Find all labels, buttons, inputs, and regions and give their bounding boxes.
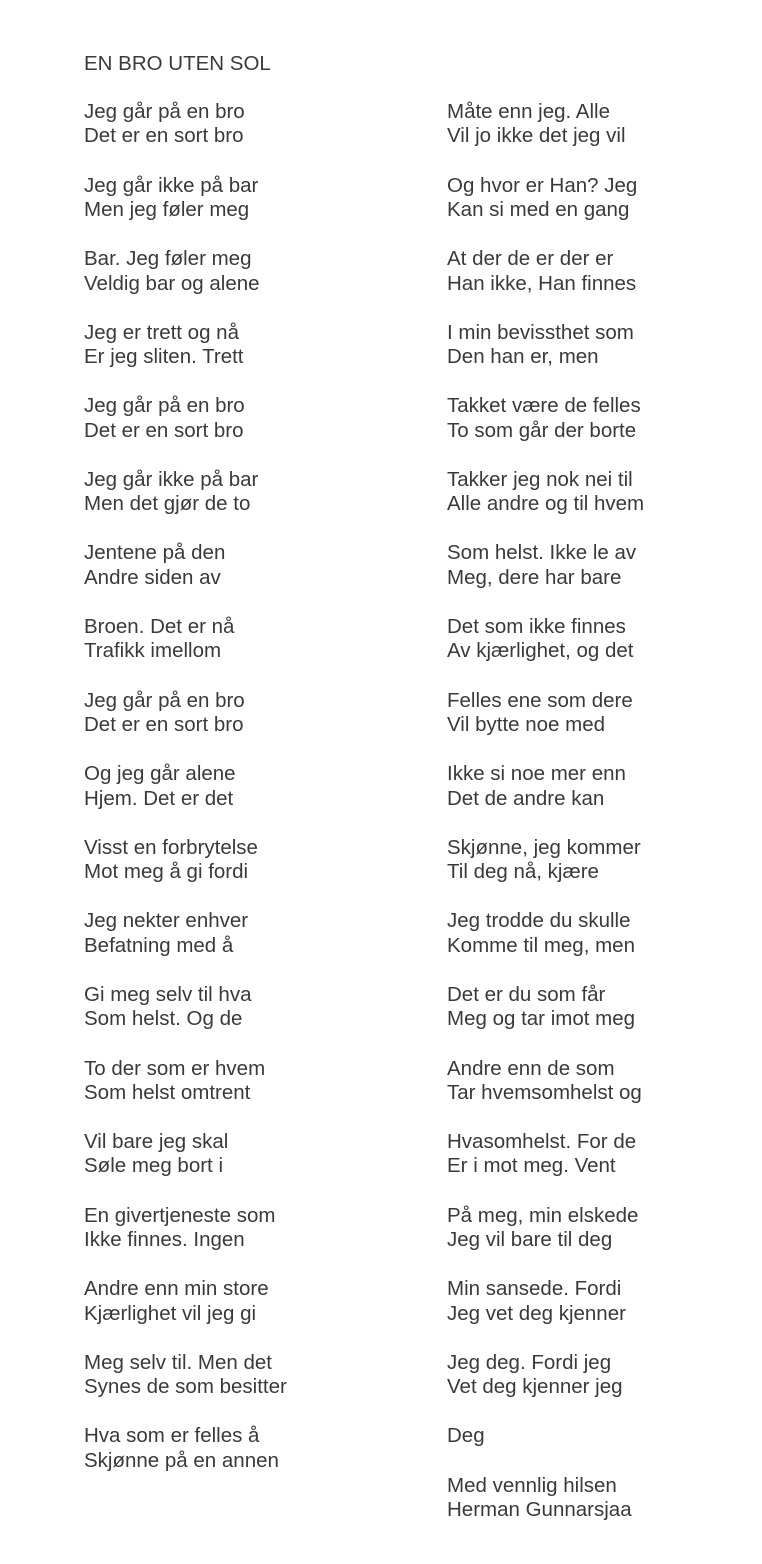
poem-line: Jeg går på en bro [84,688,245,712]
stanza [447,1351,644,1400]
poem-line: Søle meg bort i [84,1154,223,1178]
stanza [84,615,287,664]
poem-line: Han ikke, Han finnes [447,271,637,295]
stanza [447,1057,644,1106]
poem-line: Hjem. Det er det [84,786,234,810]
poem-line: Takker jeg nok nei til [447,467,633,491]
stanza [447,836,644,885]
poem-line: At der de er der er [447,247,614,271]
signoff-greeting: Med vennlig hilsen [447,1473,617,1497]
poem-line: Jeg er trett og nå [84,320,239,344]
poem-line: Er jeg sliten. Trett [84,345,244,369]
poem-line: Deg [447,1424,485,1448]
poem-line: Vil bytte noe med [447,713,606,737]
stanza [84,468,287,517]
poem-line: Det de andre kan [447,786,605,810]
poem-line: Andre enn min store [84,1277,269,1301]
poem-line: En givertjeneste som [84,1203,276,1227]
stanza [84,541,287,590]
poem-line: Meg og tar imot meg [447,1007,635,1031]
stanza [84,100,287,149]
poem-line: Det er en sort bro [84,124,244,148]
stanza [84,321,287,370]
stanza [447,1204,644,1253]
poem-line: Jeg deg. Fordi jeg [447,1350,612,1374]
poem-line: Befatning med å [84,933,234,957]
poem-line: Andre siden av [84,565,221,589]
poem-line: Kjærlighet vil jeg gi [84,1301,257,1325]
poem-line: Andre enn de som [447,1056,615,1080]
poem-left-column [84,100,287,1498]
stanza [84,983,287,1032]
poem-line: Som helst. Og de [84,1007,243,1031]
poem-right-column [447,100,644,1547]
poem-line: Tar hvemsomhelst og [447,1080,642,1104]
stanza [84,394,287,443]
poem-line: Jeg vil bare til deg [447,1228,613,1252]
poem-line: Den han er, men [447,345,599,369]
poem-line: Men jeg føler meg [84,197,250,221]
stanza [447,983,644,1032]
poem-line: I min bevissthet som [447,320,634,344]
stanza [447,247,644,296]
poem-line: Felles ene som dere [447,688,633,712]
signoff-author: Herman Gunnarsjaa [447,1497,632,1521]
poem-line: To der som er hvem [84,1056,266,1080]
stanza [84,762,287,811]
poem-line: Hvasomhelst. For de [447,1130,637,1154]
poem-line: Er i mot meg. Vent [447,1154,616,1178]
stanza [447,1424,644,1448]
poem-line: Veldig bar og alene [84,271,260,295]
poem-line: Jeg går ikke på bar [84,467,259,491]
stanza [447,909,644,958]
poem-line: Jeg vet deg kjenner [447,1301,626,1325]
poem-line: Ikke si noe mer enn [447,762,626,786]
poem-line: Men det gjør de to [84,492,251,516]
poem-line: Til deg nå, kjære [447,860,599,884]
poem-line: Alle andre og til hvem [447,492,645,516]
poem-line: To som går der borte [447,418,637,442]
poem-line: Jeg går på en bro [84,100,245,123]
poem-line: Broen. Det er nå [84,615,235,639]
stanza [447,541,644,590]
poem-line: Som helst. Ikke le av [447,541,637,565]
poem-line: Bar. Jeg føler meg [84,247,252,271]
stanza [447,468,644,517]
stanza [84,1204,287,1253]
poem-line: Måte enn jeg. Alle [447,100,610,123]
poem-line: Kan si med en gang [447,197,630,221]
poem-line: Av kjærlighet, og det [447,639,634,663]
poem-line: Det som ikke finnes [447,615,626,639]
stanza [84,1057,287,1106]
poem-line: Det er en sort bro [84,418,244,442]
poem-line: Synes de som besitter [84,1375,287,1399]
stanza [447,689,644,738]
poem-line: Og jeg går alene [84,762,236,786]
poem-line: Vil jo ikke det jeg vil [447,124,626,148]
poem-line: Ikke finnes. Ingen [84,1228,245,1252]
poem-line: Jeg går ikke på bar [84,173,259,197]
stanza [447,321,644,370]
stanza [84,1351,287,1400]
poem-line: Og hvor er Han? Jeg [447,173,638,197]
stanza [84,689,287,738]
stanza [84,247,287,296]
stanza [84,1424,287,1473]
poem-title: EN BRO UTEN SOL [84,52,271,75]
poem-line: Vil bare jeg skal [84,1130,229,1154]
stanza [447,100,644,149]
poem-line: Jeg trodde du skulle [447,909,631,933]
poem-line: Jentene på den [84,541,226,565]
poem-line: Gi meg selv til hva [84,982,252,1006]
poem-line: Skjønne, jeg kommer [447,835,641,859]
poem-line: Vet deg kjenner jeg [447,1375,623,1399]
stanza [84,1277,287,1326]
poem-line: Hva som er felles å [84,1424,260,1448]
poem-line: Skjønne på en annen [84,1448,279,1472]
poem-line: Mot meg å gi fordi [84,860,249,884]
poem-line: Takket være de felles [447,394,641,418]
poem-line: Meg, dere har bare [447,565,622,589]
stanza [84,174,287,223]
poem-line: Det er du som får [447,982,606,1006]
poem-line: Det er en sort bro [84,713,244,737]
poem-line: Meg selv til. Men det [84,1350,272,1374]
poem-line: Min sansede. Fordi [447,1277,622,1301]
stanza [447,1277,644,1326]
stanza [447,615,644,664]
poem-line: Jeg nekter enhver [84,909,249,933]
stanza [447,762,644,811]
stanza [84,1130,287,1179]
stanza [84,909,287,958]
poem-line: På meg, min elskede [447,1203,639,1227]
poem-line: Visst en forbrytelse [84,835,258,859]
poem-line: Trafikk imellom [84,639,222,663]
stanza [447,174,644,223]
poem-line: Som helst omtrent [84,1080,251,1104]
signoff [447,1474,644,1523]
poem-line: Komme til meg, men [447,933,635,957]
stanza [447,394,644,443]
stanza [447,1130,644,1179]
poem-line: Jeg går på en bro [84,394,245,418]
stanza [84,836,287,885]
